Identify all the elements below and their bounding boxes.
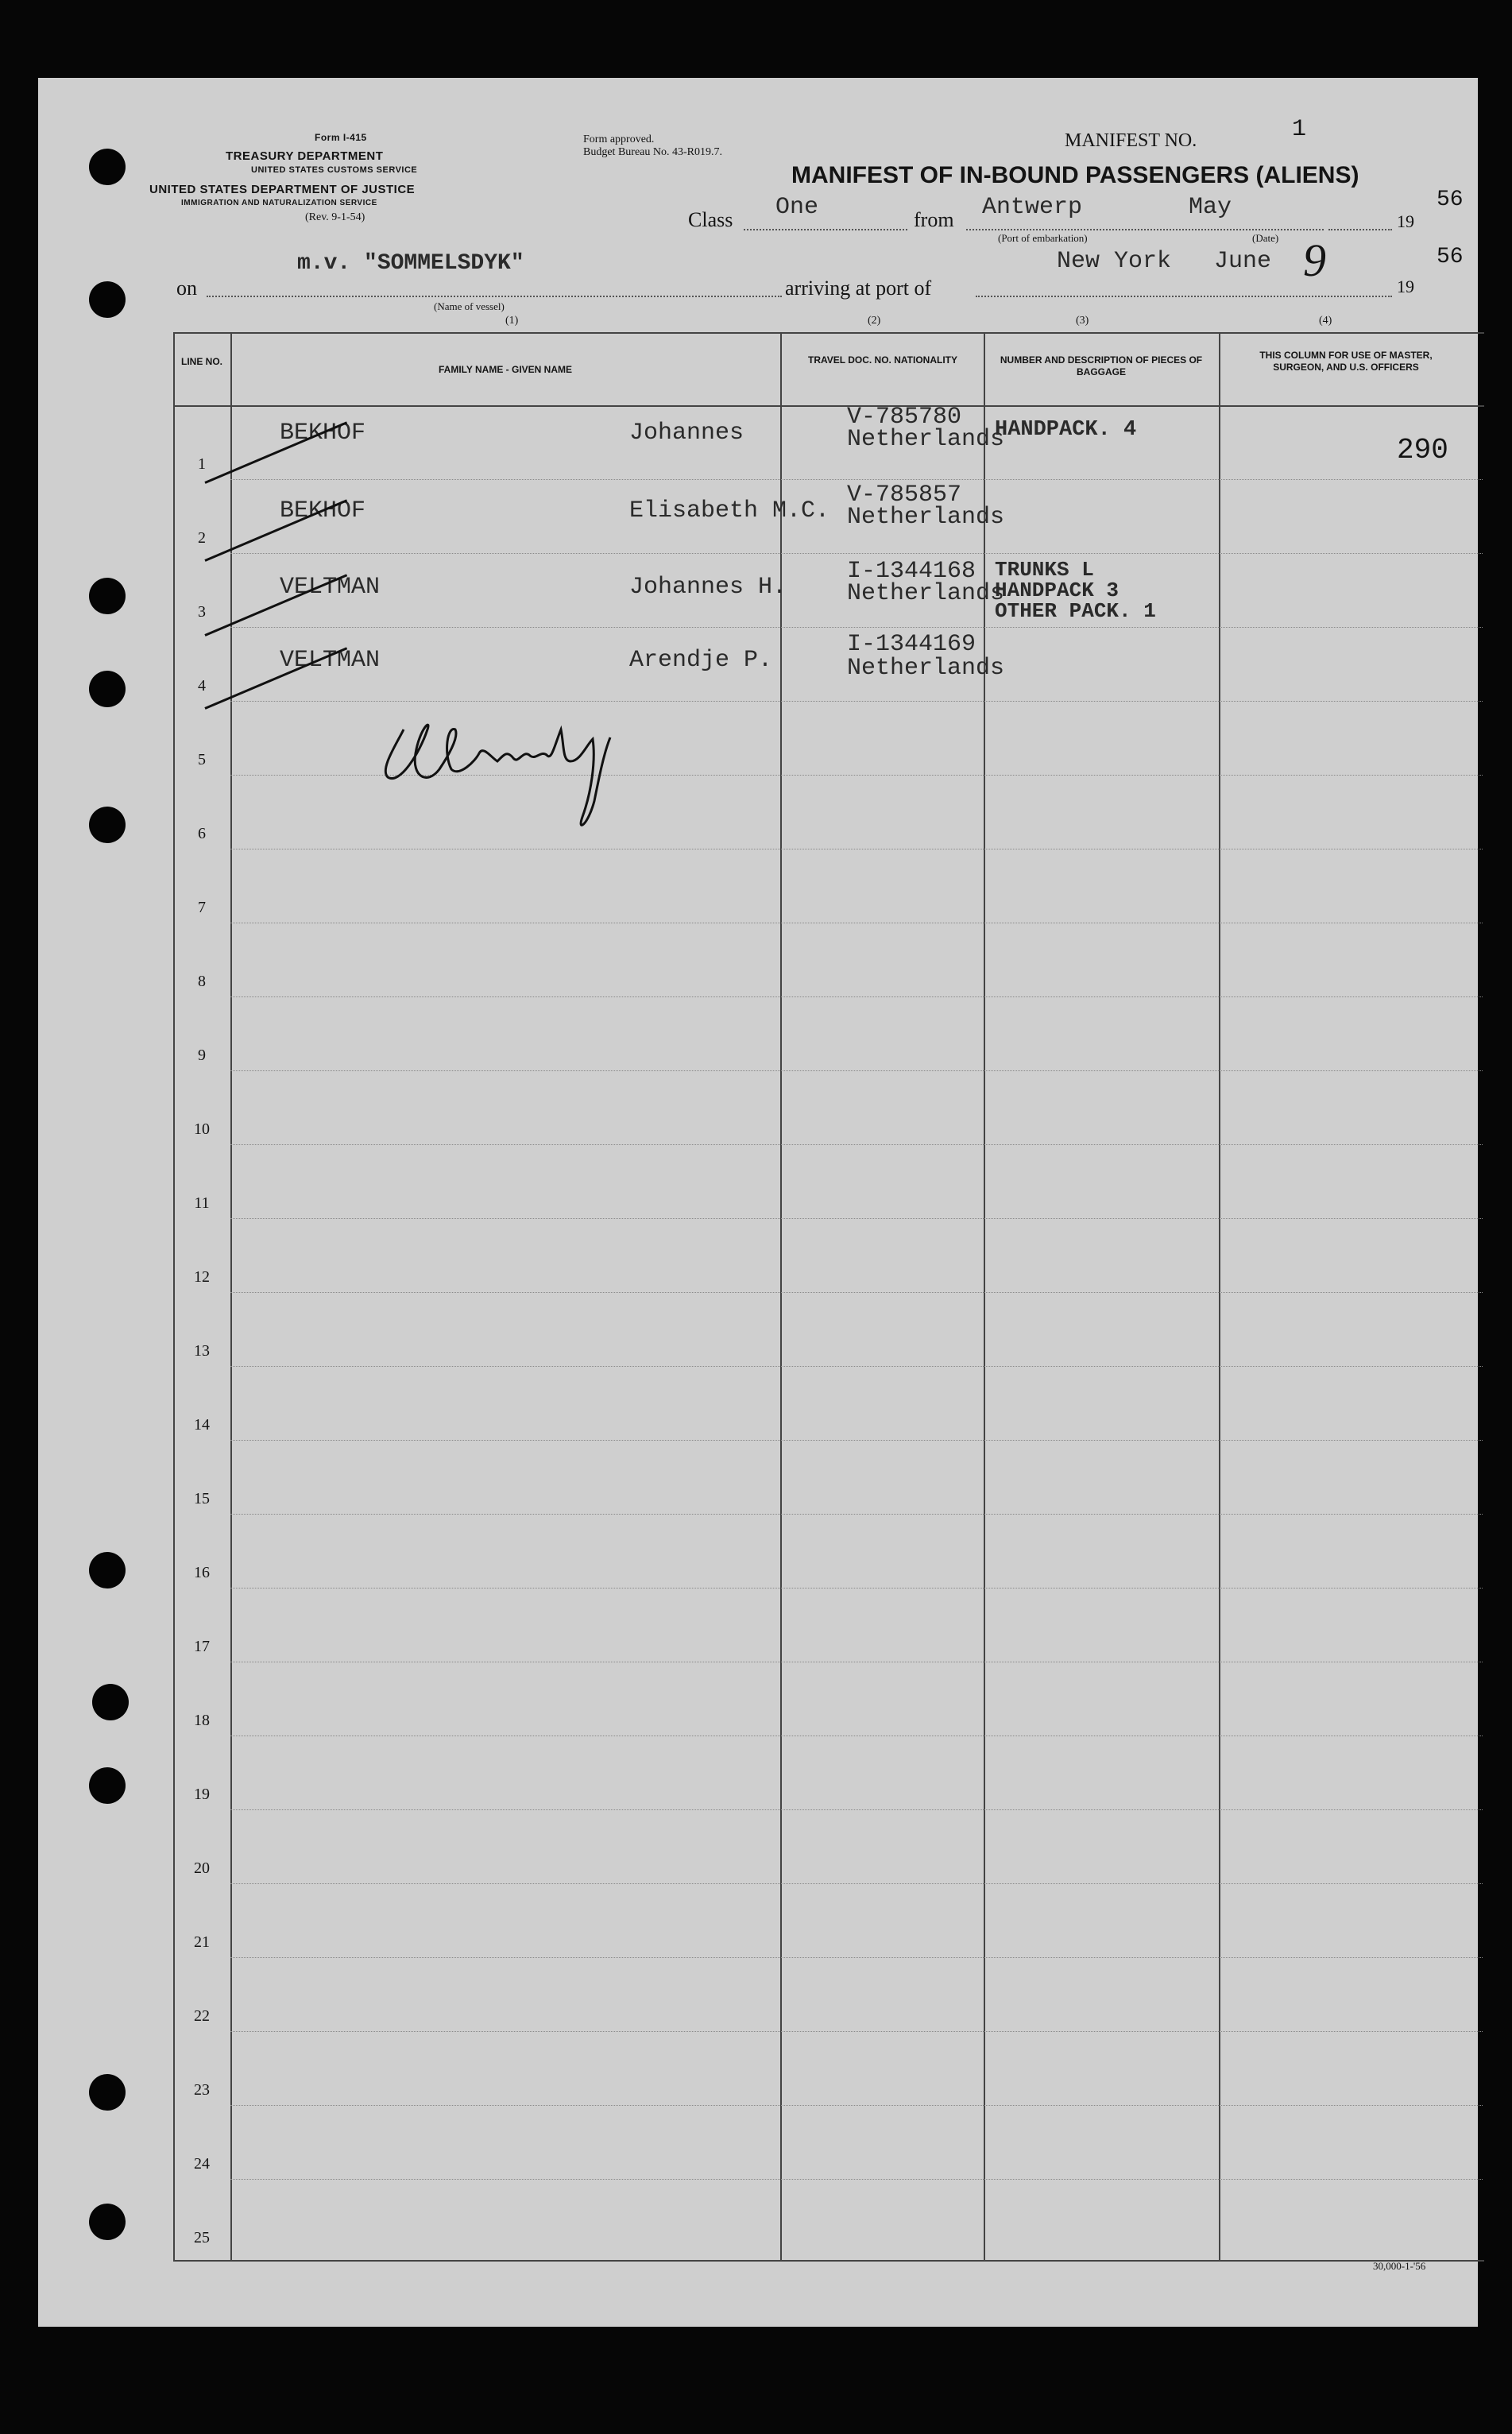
baggage-line: OTHER PACK. 1	[995, 599, 1156, 623]
travel-doc-number: V-785857	[847, 482, 962, 509]
year-1: 56	[1437, 188, 1464, 212]
binder-hole	[89, 1767, 126, 1804]
class-label: Class	[688, 208, 733, 231]
line-number: 16	[194, 1564, 210, 1581]
budget-bureau: Budget Bureau No. 43-R019.7.	[583, 146, 722, 158]
column-number-1: (1)	[505, 315, 519, 327]
row-rule	[230, 1957, 1483, 1958]
given-name: Arendje P.	[629, 647, 773, 674]
column-number-4: (4)	[1319, 315, 1332, 327]
revision-label: (Rev. 9-1-54)	[305, 211, 365, 223]
from-label: from	[914, 208, 954, 231]
passenger-table	[173, 332, 1484, 2262]
travel-doc-number: I-1344169	[847, 631, 976, 658]
manifest-sheet	[38, 78, 1478, 2327]
treasury-label: TREASURY DEPARTMENT	[226, 149, 384, 163]
line-number: 6	[198, 825, 206, 842]
arrival-day: 9	[1303, 234, 1326, 286]
vessel-caption: (Name of vessel)	[434, 300, 505, 312]
embarkation-caption: (Port of embarkation)	[998, 232, 1088, 244]
year-2: 56	[1437, 245, 1464, 269]
given-name: Johannes	[629, 420, 744, 447]
line-number: 25	[194, 2229, 210, 2246]
travel-doc-number: I-1344168	[847, 558, 976, 585]
binder-hole	[89, 2074, 126, 2111]
line-number: 24	[194, 2155, 210, 2173]
nationality: Netherlands	[847, 655, 1005, 682]
vessel-name: m.v. "SOMMELSDYK"	[297, 251, 524, 276]
family-name: VELTMAN	[280, 574, 381, 601]
line-number: 11	[194, 1194, 210, 1212]
row-rule	[230, 1218, 1483, 1219]
row-rule	[230, 1292, 1483, 1293]
binder-hole	[92, 1684, 129, 1720]
manifest-no-value: 1	[1292, 116, 1307, 143]
baggage-line: HANDPACK. 4	[995, 418, 1137, 442]
line-number: 5	[198, 751, 206, 768]
row-rule	[230, 627, 1483, 628]
row-rule	[230, 1514, 1483, 1515]
baggage-line: HANDPACK 3	[995, 579, 1119, 602]
line-number: 18	[194, 1712, 210, 1729]
manifest-no-label: MANIFEST NO.	[1065, 130, 1197, 151]
line-number: 8	[198, 973, 206, 990]
header-line-no: LINE NO.	[180, 356, 222, 367]
form-number: Form I-415	[315, 132, 367, 143]
line-number: 10	[194, 1120, 210, 1138]
line-number: 9	[198, 1047, 206, 1064]
nationality: Netherlands	[847, 426, 1005, 453]
arrival-month: June	[1214, 248, 1272, 275]
travel-doc-number: V-785780	[847, 404, 962, 431]
header-doc: TRAVEL DOC. NO. NATIONALITY	[808, 354, 957, 366]
header-officers: THIS COLUMN FOR USE OF MASTER, SURGEON, AND U.S. OFFICERS	[1259, 350, 1433, 373]
nationality: Netherlands	[847, 580, 1005, 607]
signature	[372, 682, 658, 841]
date-caption: (Date)	[1252, 232, 1279, 244]
ins-label: IMMIGRATION AND NATURALIZATION SERVICE	[181, 199, 377, 207]
line-number: 22	[194, 2007, 210, 2025]
class-value: One	[775, 194, 819, 221]
line-number: 19	[194, 1786, 210, 1803]
embarkation-port: Antwerp	[982, 194, 1083, 221]
row-rule	[230, 553, 1483, 554]
footer-code: 30,000-1-'56	[1373, 2260, 1426, 2272]
on-label: on	[176, 277, 197, 300]
row-rule	[230, 1366, 1483, 1367]
given-name: Johannes H.	[629, 574, 787, 601]
binder-hole	[89, 1552, 126, 1588]
family-name: BEKHOF	[280, 420, 366, 447]
header-name: FAMILY NAME - GIVEN NAME	[438, 364, 573, 375]
given-name: Elisabeth M.C.	[629, 497, 830, 524]
line-number: 12	[194, 1268, 210, 1286]
line-number: 23	[194, 2081, 210, 2099]
row-rule	[230, 2031, 1483, 2032]
column-number-2: (2)	[868, 315, 881, 327]
form-approved: Form approved.	[583, 134, 655, 145]
customs-label: UNITED STATES CUSTOMS SERVICE	[251, 165, 418, 175]
line-number: 7	[198, 899, 206, 916]
row-rule	[230, 479, 1483, 480]
header-baggage: NUMBER AND DESCRIPTION OF PIECES OF BAGGAGE	[1000, 354, 1203, 377]
line-number: 20	[194, 1859, 210, 1877]
row-rule	[230, 1883, 1483, 1884]
line-number: 21	[194, 1933, 210, 1951]
nationality: Netherlands	[847, 504, 1005, 531]
binder-hole	[89, 149, 126, 185]
row-rule	[230, 2179, 1483, 2180]
line-number: 1	[198, 455, 206, 473]
binder-hole	[89, 281, 126, 318]
line-number: 3	[198, 603, 206, 621]
row-rule	[230, 1809, 1483, 1810]
line-number: 17	[194, 1638, 210, 1655]
binder-hole	[89, 2204, 126, 2240]
justice-label: UNITED STATES DEPARTMENT OF JUSTICE	[149, 183, 416, 196]
officer-note: 290	[1397, 434, 1448, 466]
line-number: 13	[194, 1342, 210, 1360]
page-title: MANIFEST OF IN-BOUND PASSENGERS (ALIENS)	[791, 162, 1359, 188]
column-number-3: (3)	[1076, 315, 1089, 327]
row-rule	[230, 2105, 1483, 2106]
family-name: BEKHOF	[280, 497, 366, 524]
year-prefix-1: 19	[1397, 211, 1414, 231]
line-number: 2	[198, 529, 206, 547]
row-rule	[230, 996, 1483, 997]
line-number: 4	[198, 677, 206, 695]
row-rule	[230, 1070, 1483, 1071]
row-rule	[230, 1144, 1483, 1145]
embarkation-month: May	[1189, 194, 1232, 221]
baggage-line: TRUNKS L	[995, 558, 1094, 582]
binder-hole	[89, 578, 126, 614]
year-prefix-2: 19	[1397, 277, 1414, 296]
arrival-port: New York	[1057, 248, 1172, 275]
binder-hole	[89, 671, 126, 707]
line-number: 15	[194, 1490, 210, 1507]
binder-hole	[89, 807, 126, 843]
family-name: VELTMAN	[280, 647, 381, 674]
arriving-label: arriving at port of	[785, 277, 932, 300]
line-number: 14	[194, 1416, 210, 1434]
row-rule	[230, 1440, 1483, 1441]
